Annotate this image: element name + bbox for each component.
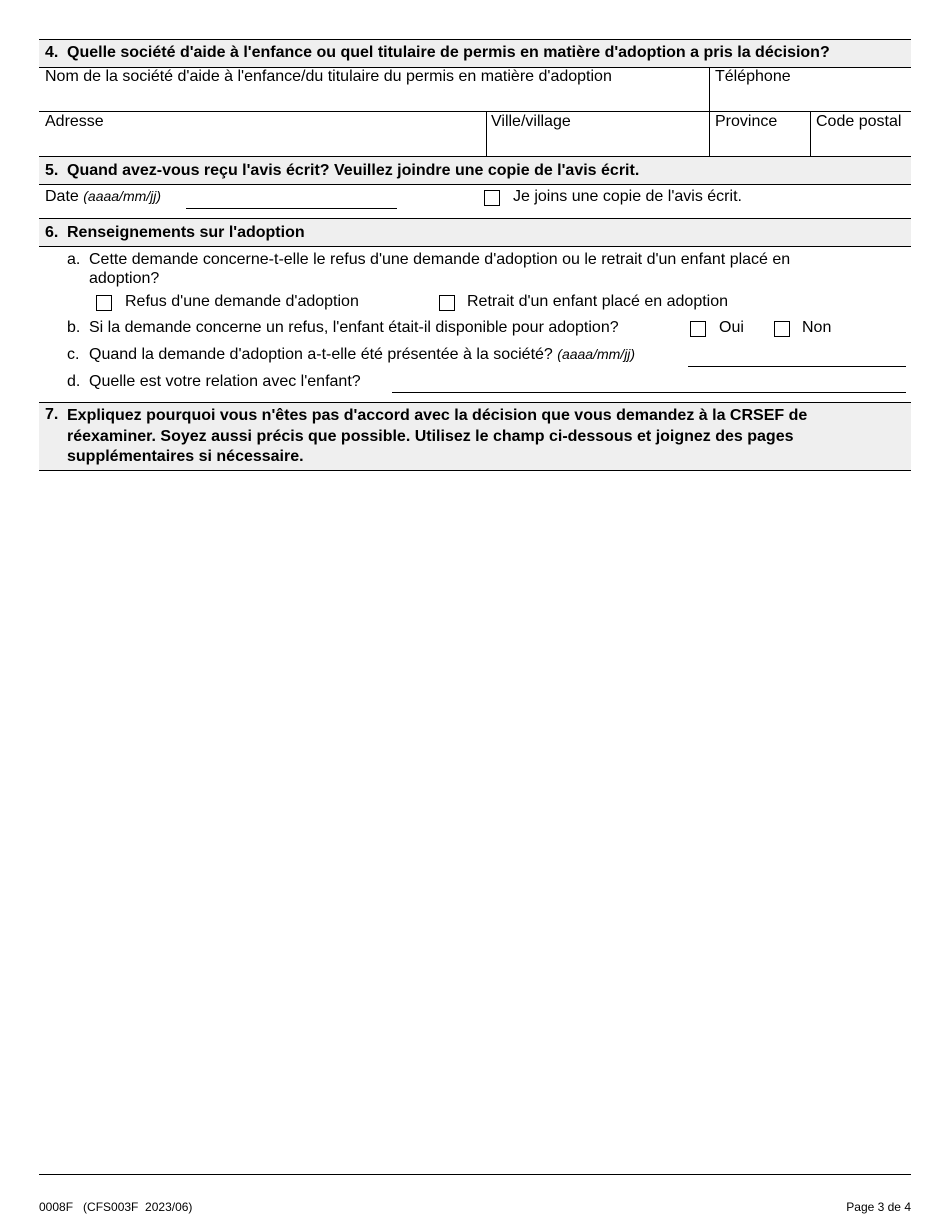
city-label: Ville/village (491, 113, 571, 130)
refusal-label: Refus d'une demande d'adoption (125, 293, 359, 310)
question-d-text: Quelle est votre relation avec l'enfant? (89, 373, 361, 390)
divider (39, 39, 911, 40)
province-field[interactable] (710, 131, 809, 155)
divider (39, 184, 911, 185)
refusal-checkbox[interactable] (96, 295, 112, 311)
notice-date-input[interactable] (186, 208, 397, 209)
agency-name-label: Nom de la société d'aide à l'enfance/du titulaire du permis en matière d'adoption (45, 68, 612, 85)
application-date-input[interactable] (688, 366, 906, 367)
divider (39, 1174, 911, 1175)
section-7-title-line2: réexaminer. Soyez aussi précis que possible. Utilisez le champ ci-dessous et joignez des pages (67, 427, 794, 445)
address-label: Adresse (45, 113, 104, 130)
section-5-title: Quand avez-vous reçu l'avis écrit? Veuillez joindre une copie de l'avis écrit. (67, 162, 640, 179)
question-a-line2: adoption? (89, 270, 160, 287)
available-no-label: Non (802, 319, 832, 336)
phone-label: Téléphone (715, 68, 791, 85)
agency-name-field[interactable] (40, 86, 708, 110)
question-b-text: Si la demande concerne un refus, l'enfant était-il disponible pour adoption? (89, 319, 619, 336)
notice-date-format: (aaaa/mm/jj) (83, 188, 162, 204)
notice-date-label (45, 188, 161, 206)
form-code: 0008F (CFS003F 2023/06) (39, 1200, 193, 1214)
section-4-number: 4. (45, 44, 59, 61)
available-no-checkbox[interactable] (774, 321, 790, 337)
page-number: Page 3 de 4 (846, 1200, 911, 1214)
section-7-title-line3: supplémentaires si nécessaire. (67, 448, 304, 465)
explanation-textarea[interactable] (39, 471, 911, 1173)
postal-code-label: Code postal (816, 113, 902, 130)
attach-notice-checkbox[interactable] (484, 190, 500, 206)
phone-field[interactable] (710, 86, 910, 110)
section-4-title: Quelle société d'aide à l'enfance ou quel titulaire de permis en matière d'adoption a pris la décision? (67, 44, 830, 61)
section-7-title (67, 406, 907, 468)
available-yes-checkbox[interactable] (690, 321, 706, 337)
removal-checkbox[interactable] (439, 295, 455, 311)
section-7-title-line1: Expliquez pourquoi vous n'êtes pas d'accord avec la décision que vous demandez à la CRSEF de (67, 407, 808, 424)
question-c-format: (aaaa/mm/jj) (557, 346, 636, 362)
section-6-header (39, 219, 911, 246)
divider (39, 246, 911, 247)
relationship-input[interactable] (392, 392, 906, 393)
removal-label: Retrait d'un enfant placé en adoption (467, 293, 729, 310)
section-7-number: 7. (45, 406, 59, 423)
city-field[interactable] (487, 131, 708, 155)
question-a-line1: Cette demande concerne-t-elle le refus d'une demande d'adoption ou le retrait d'un enfant placé en (89, 251, 791, 268)
section-6-number: 6. (45, 224, 59, 241)
question-c-letter: c. (67, 346, 80, 363)
question-d-letter: d. (67, 373, 81, 390)
question-a-letter: a. (67, 251, 81, 268)
question-c-text (89, 346, 635, 364)
section-5-number: 5. (45, 162, 59, 179)
available-yes-label: Oui (719, 319, 744, 336)
divider (39, 111, 911, 112)
section-4-header (39, 39, 911, 67)
notice-date-label-text: Date (45, 188, 79, 205)
section-6-title: Renseignements sur l'adoption (67, 224, 305, 241)
address-field[interactable] (40, 131, 485, 155)
postal-code-field[interactable] (811, 131, 910, 155)
question-c-label: Quand la demande d'adoption a-t-elle été présentée à la société? (89, 346, 553, 363)
attach-notice-label: Je joins une copie de l'avis écrit. (513, 188, 742, 205)
section-5-header (39, 157, 911, 184)
question-b-letter: b. (67, 319, 81, 336)
province-label: Province (715, 113, 778, 130)
section-7-header (39, 403, 911, 470)
